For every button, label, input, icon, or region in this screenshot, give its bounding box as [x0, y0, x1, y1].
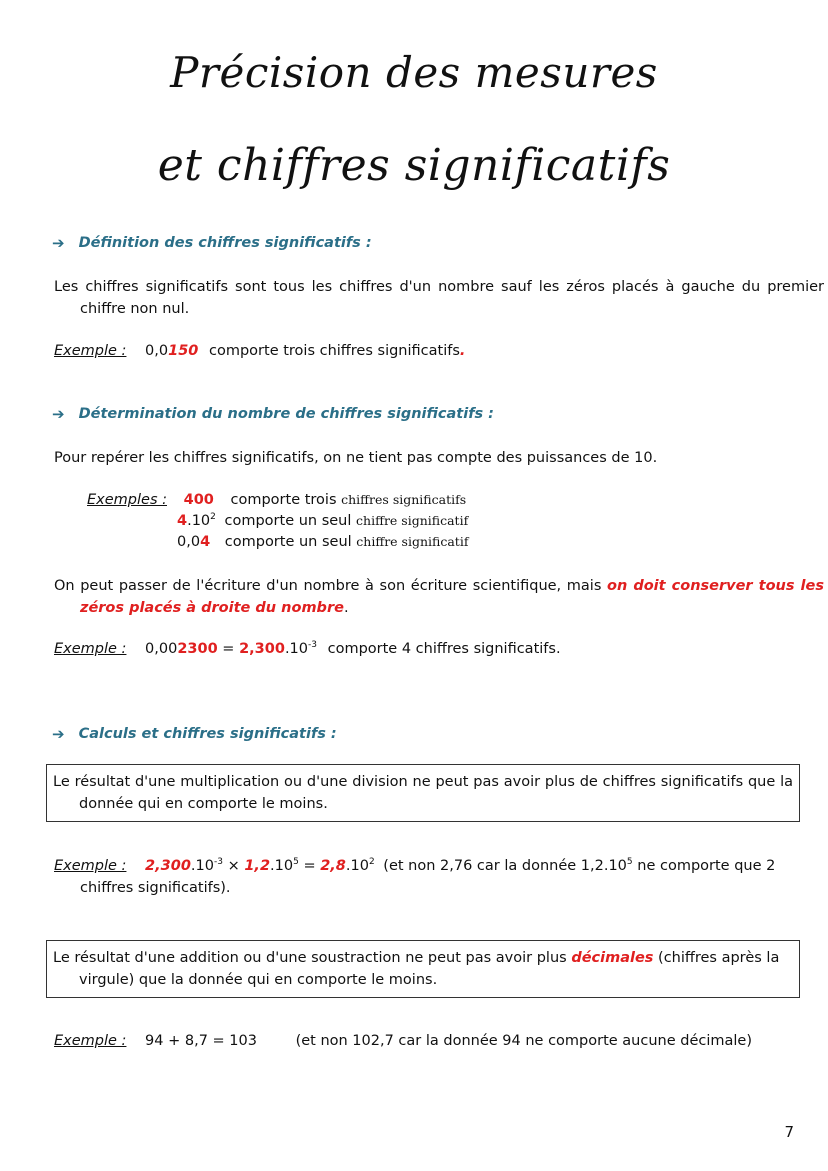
times-sign: ×: [227, 858, 240, 874]
number-red: 150: [168, 343, 199, 359]
examples-row-1: [87, 489, 466, 511]
example-multiplication: [54, 855, 824, 899]
number-red: 4: [177, 513, 188, 529]
number-red: 2,300: [145, 858, 191, 874]
rule-box-multiplication: Le résultat d'une multiplication ou d'une division ne peut pas avoir plus de chiffres significatifs que la donnée qui en comporte le moins.: [46, 764, 800, 822]
section-heading-text: Détermination du nombre de chiffres significatifs :: [78, 406, 494, 422]
page-number: 7: [784, 1123, 794, 1141]
example-text: comporte 4 chiffres significatifs.: [327, 641, 561, 657]
example-label: Exemple :: [54, 641, 127, 657]
exponent: -3: [213, 857, 223, 868]
number-plain: 0,0: [177, 534, 201, 550]
page-title-line2: et chiffres significatifs: [157, 140, 671, 191]
paragraph-red-text: on doit conserver tous les zéros placés à droite du nombre: [80, 578, 824, 616]
section-heading-calculs: [52, 725, 337, 743]
exponent: 2: [368, 857, 375, 868]
red-dot: .: [459, 343, 466, 359]
determination-intro: Pour repérer les chiffres significatifs, on ne tient pas compte des puissances de 10.: [54, 450, 658, 466]
rule-text: Le résultat d'une addition ou d'une soustraction ne peut pas avoir plus: [53, 950, 567, 966]
example-small-text: chiffre significatif: [356, 513, 469, 528]
number-plain: 0,0: [145, 343, 169, 359]
scientific-notation-paragraph: [54, 575, 824, 619]
number-red: 4: [200, 534, 211, 550]
number-red: 400: [183, 492, 214, 508]
example-text: comporte trois: [230, 492, 337, 508]
example-small-text: chiffres significatifs: [341, 492, 467, 507]
paragraph-dot: .: [343, 600, 349, 616]
rule-text: (chiffres après la virgule) que la donnée qui en comporte le moins.: [79, 950, 780, 988]
example-text: comporte trois chiffres significatifs: [209, 343, 460, 359]
example-label: Exemple :: [54, 1033, 127, 1049]
power-base: .10: [190, 858, 214, 874]
examples-row-3: [177, 531, 468, 553]
definition-paragraph: Les chiffres significatifs sont tous les chiffres d'un nombre sauf les zéros placés à gauche du premier chiffre non nul.: [54, 279, 824, 317]
number-red: 2,8: [320, 858, 346, 874]
example-text: comporte un seul: [224, 513, 352, 529]
example-line-1: [54, 340, 465, 362]
example-addition: [54, 1030, 752, 1052]
section-heading-determination: [52, 405, 494, 423]
example-small-text: chiffre significatif: [356, 534, 469, 549]
example-note: (et non 2,76 car la donnée 1,2.10: [383, 858, 627, 874]
arrow-right-icon: ➔: [52, 234, 65, 252]
rule-box-addition: [46, 940, 800, 998]
power-base: .10: [187, 513, 211, 529]
paragraph-text: On peut passer de l'écriture d'un nombre à son écriture scientifique, mais: [54, 578, 602, 594]
exponent: 5: [293, 857, 299, 868]
section-heading-definition: [52, 234, 372, 252]
section-heading-text: Calculs et chiffres significatifs :: [78, 726, 337, 742]
number-red: 1,2: [244, 858, 271, 874]
example-calculation: 94 + 8,7 = 103: [145, 1033, 257, 1049]
rule-red-text: décimales: [571, 950, 654, 966]
exponent: 2: [210, 512, 216, 523]
power-base: .10: [345, 858, 369, 874]
power-base: .10: [270, 858, 294, 874]
examples-row-2: [177, 510, 468, 532]
arrow-right-icon: ➔: [52, 725, 65, 743]
example-text: comporte un seul: [224, 534, 352, 550]
exponent: -3: [308, 640, 317, 651]
number-red: 2,300: [239, 641, 285, 657]
example-note: (et non 102,7 car la donnée 94 ne comporte aucune décimale): [295, 1033, 752, 1049]
example-note: ne comporte que 2 chiffres significatifs).: [80, 858, 776, 896]
example-line-2: [54, 638, 561, 660]
exponent: 5: [626, 857, 633, 868]
arrow-right-icon: ➔: [52, 405, 65, 423]
examples-label: Exemples :: [87, 492, 167, 508]
example-label: Exemple :: [54, 858, 127, 874]
number-plain: 0,00: [145, 641, 178, 657]
equals-sign: =: [217, 641, 240, 657]
equals-sign: =: [303, 858, 316, 874]
number-red: 2300: [177, 641, 218, 657]
power-base: .10: [284, 641, 309, 657]
section-heading-text: Définition des chiffres significatifs :: [78, 235, 372, 251]
page-title-line1: Précision des mesures: [170, 48, 658, 97]
example-label: Exemple :: [54, 343, 127, 359]
